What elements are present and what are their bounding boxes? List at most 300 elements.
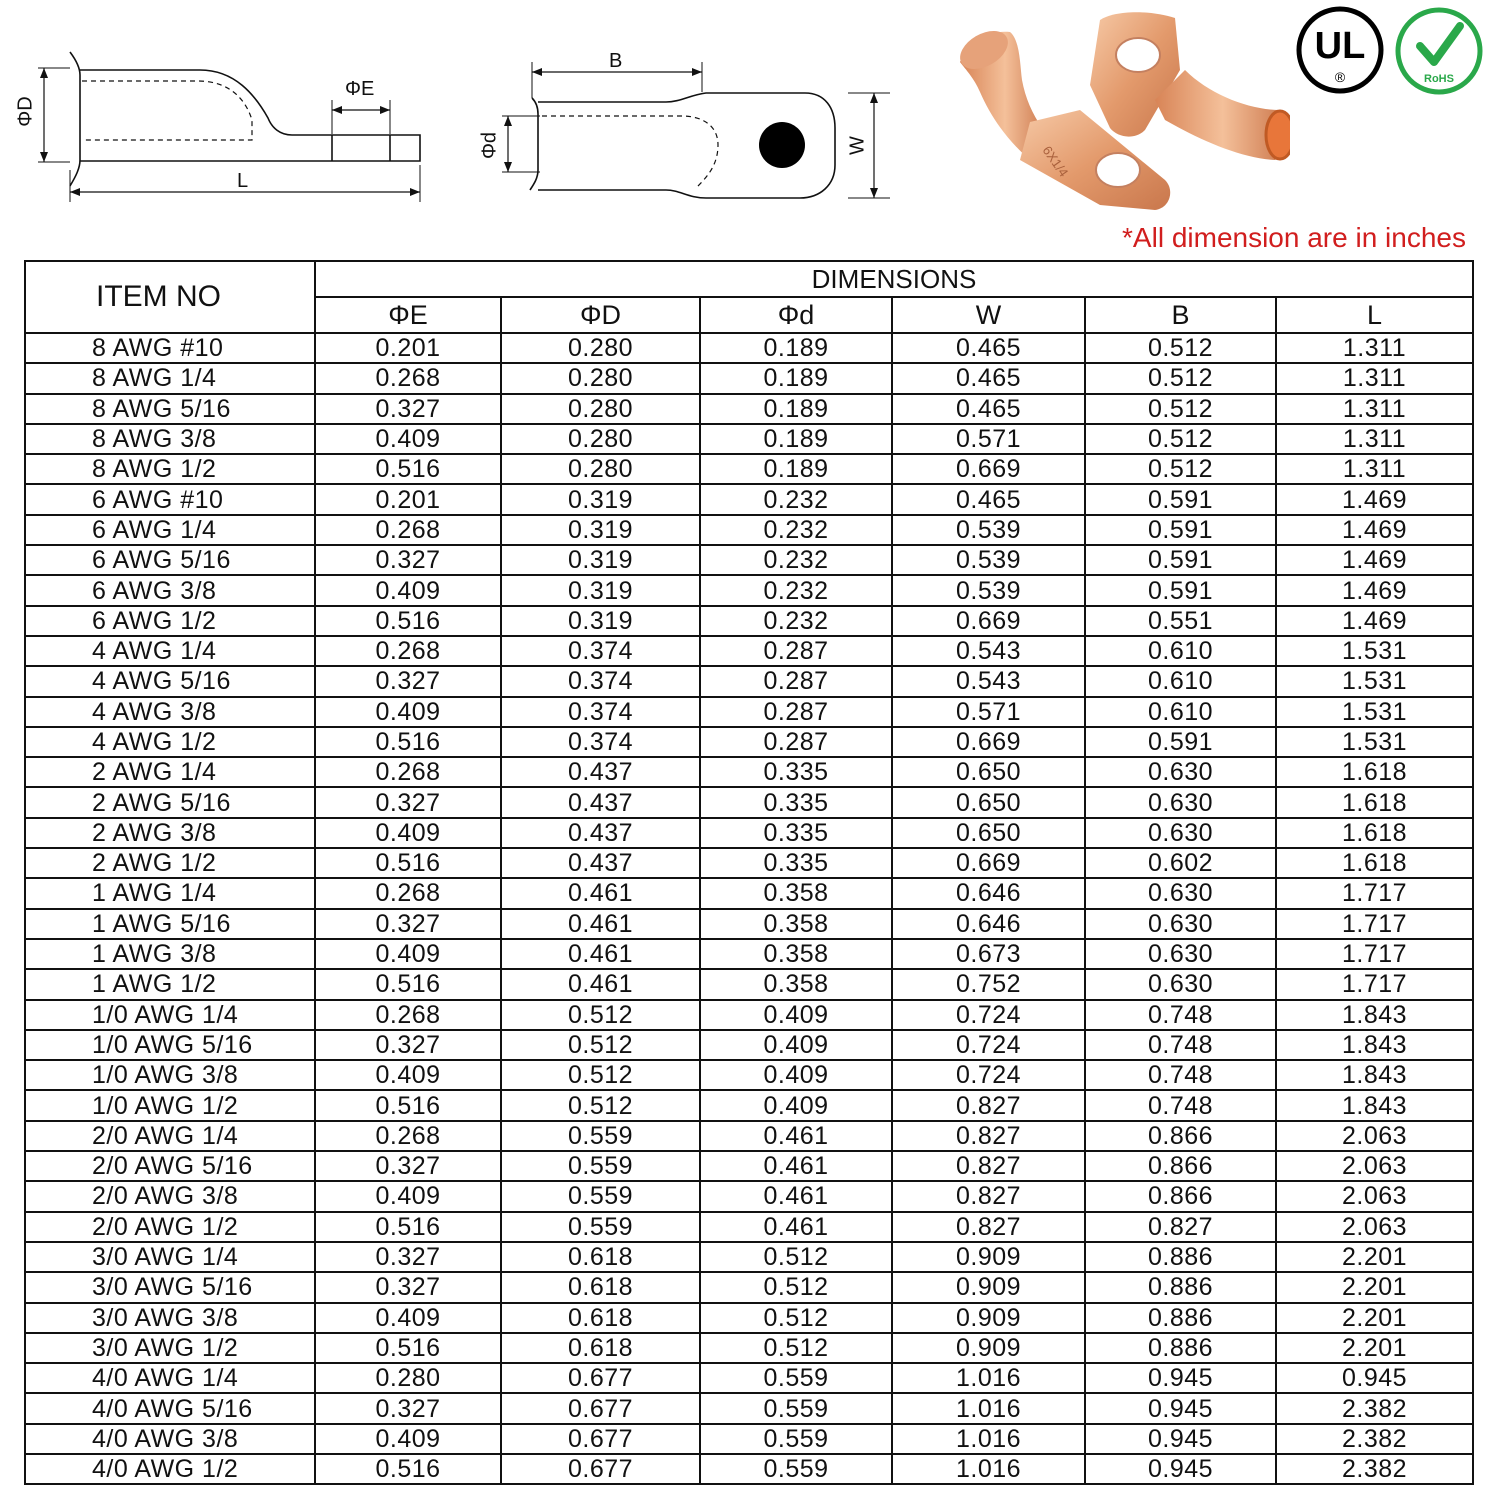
table-row [25,1121,1473,1151]
dimension-cell: 0.945 [1085,1363,1276,1393]
table-row [25,1060,1473,1090]
item-no-cell: 1/0 AWG 1/4 [25,1000,315,1030]
dimension-cell: 1.311 [1276,333,1473,363]
item-no-cell: 6 AWG 1/2 [25,606,315,636]
dimension-cell: 0.516 [315,1333,501,1363]
table-row [25,1393,1473,1423]
table-row [25,515,1473,545]
dimension-cell: 1.311 [1276,424,1473,454]
dimension-cell: 0.516 [315,606,501,636]
dimension-cell: 0.287 [700,727,892,757]
units-note: *All dimension are in inches [1122,222,1466,253]
dimension-cell: 0.465 [892,333,1085,363]
dimension-cell: 0.516 [315,848,501,878]
dimension-cell: 1.843 [1276,1060,1473,1090]
table-row [25,1030,1473,1060]
dimension-cell: 0.752 [892,969,1085,999]
dimension-cell: 0.327 [315,1393,501,1423]
dimension-cell: 1.717 [1276,969,1473,999]
item-no-cell: 3/0 AWG 1/4 [25,1242,315,1272]
table-row [25,394,1473,424]
item-no-cell: 4 AWG 5/16 [25,666,315,696]
dimension-cell: 0.630 [1085,878,1276,908]
dimension-cell: 0.866 [1085,1151,1276,1181]
item-no-cell: 4 AWG 1/4 [25,636,315,666]
dimension-cell: 0.591 [1085,727,1276,757]
dimension-cell: 0.461 [700,1151,892,1181]
dimension-cell: 0.201 [315,333,501,363]
dimension-cell: 0.319 [501,575,700,605]
dimension-cell: 1.311 [1276,394,1473,424]
dimension-cell: 0.516 [315,1454,501,1484]
table-body [25,333,1473,1484]
dimension-cell: 0.724 [892,1060,1085,1090]
dimension-cell: 0.268 [315,1121,501,1151]
dimension-cell: 0.827 [892,1090,1085,1120]
table-row [25,757,1473,787]
dimension-cell: 1.531 [1276,636,1473,666]
item-no-cell: 1 AWG 1/4 [25,878,315,908]
copper-lug-photo [950,10,1290,215]
dimension-cell: 0.409 [700,1090,892,1120]
dimension-cell: 0.461 [501,939,700,969]
item-no-cell: 2 AWG 1/4 [25,757,315,787]
dimension-cell: 0.886 [1085,1333,1276,1363]
dimension-cell: 0.409 [315,818,501,848]
dimension-cell: 0.268 [315,1000,501,1030]
table-row [25,939,1473,969]
item-no-cell: 8 AWG 1/2 [25,454,315,484]
item-no-cell: 8 AWG 5/16 [25,394,315,424]
side-view-label-E: ΦE [345,78,375,100]
dimension-cell: 0.461 [700,1121,892,1151]
dimension-cell: 0.268 [315,363,501,393]
table-row [25,848,1473,878]
item-no-cell: 6 AWG 5/16 [25,545,315,575]
dimension-cell: 0.559 [700,1393,892,1423]
dimension-cell: 1.016 [892,1454,1085,1484]
item-no-cell: 2/0 AWG 1/2 [25,1212,315,1242]
item-no-cell: 1/0 AWG 3/8 [25,1060,315,1090]
dimension-cell: 0.280 [501,394,700,424]
dimension-cell: 0.650 [892,787,1085,817]
dimension-cell: 0.512 [501,1000,700,1030]
table-row [25,1151,1473,1181]
dimension-cell: 0.374 [501,636,700,666]
table-row [25,424,1473,454]
dimension-cell: 0.409 [315,1424,501,1454]
dimension-cell: 0.591 [1085,575,1276,605]
dimension-cell: 0.591 [1085,484,1276,514]
dimension-cell: 2.201 [1276,1272,1473,1302]
dimension-cell: 2.201 [1276,1333,1473,1363]
dimension-cell: 0.437 [501,757,700,787]
dimension-cell: 0.669 [892,727,1085,757]
dimension-cell: 0.591 [1085,545,1276,575]
dimension-cell: 0.287 [700,636,892,666]
dimension-cell: 0.327 [315,545,501,575]
dimension-cell: 0.650 [892,818,1085,848]
dimension-cell: 0.335 [700,818,892,848]
item-no-cell: 2/0 AWG 3/8 [25,1181,315,1211]
dimension-cell: 0.409 [315,1181,501,1211]
table-row [25,1363,1473,1393]
item-no-cell: 2/0 AWG 1/4 [25,1121,315,1151]
dimension-cell: 0.358 [700,939,892,969]
dimension-cell: 0.319 [501,545,700,575]
dimension-cell: 1.717 [1276,939,1473,969]
dimensions-table [24,260,1474,1485]
dimension-cell: 0.335 [700,757,892,787]
table-row [25,1333,1473,1363]
dimension-cell: 0.650 [892,757,1085,787]
dimension-cell: 0.201 [315,484,501,514]
dimension-cell: 0.559 [501,1181,700,1211]
dimension-cell: 0.748 [1085,1060,1276,1090]
dimension-cell: 1.843 [1276,1030,1473,1060]
dimension-cell: 1.016 [892,1424,1085,1454]
item-no-cell: 4 AWG 1/2 [25,727,315,757]
side-view-label-D: ΦD [14,96,37,127]
dimension-cell: 0.724 [892,1000,1085,1030]
dimension-cell: 0.886 [1085,1272,1276,1302]
dimension-cell: 0.945 [1276,1363,1473,1393]
dimension-cell: 0.866 [1085,1121,1276,1151]
table-row [25,636,1473,666]
dimension-cell: 1.016 [892,1393,1085,1423]
item-no-cell: 6 AWG 1/4 [25,515,315,545]
dimension-cell: 0.268 [315,878,501,908]
dimension-cell: 0.827 [892,1121,1085,1151]
dimension-cell: 0.327 [315,787,501,817]
table-row [25,1181,1473,1211]
dimension-cell: 1.531 [1276,727,1473,757]
dimension-cell: 0.461 [700,1212,892,1242]
table-row [25,727,1473,757]
dimension-cell: 0.280 [315,1363,501,1393]
dimension-cell: 1.843 [1276,1000,1473,1030]
dimension-cell: 0.409 [700,1060,892,1090]
table-row [25,606,1473,636]
dimension-cell: 0.232 [700,545,892,575]
dimension-cell: 0.630 [1085,818,1276,848]
side-view-label-L: L [237,170,249,192]
dimension-cell: 0.646 [892,909,1085,939]
dimension-cell: 1.618 [1276,787,1473,817]
dimension-cell: 0.232 [700,484,892,514]
dimension-cell: 0.512 [501,1090,700,1120]
lug-stamp-text: 6X1/4 [1039,143,1072,180]
dimension-cell: 0.409 [315,575,501,605]
dimension-cell: 0.512 [700,1242,892,1272]
item-no-cell: 3/0 AWG 1/2 [25,1333,315,1363]
dimension-cell: 0.268 [315,757,501,787]
dimension-cell: 0.358 [700,878,892,908]
dimension-cell: 0.268 [315,515,501,545]
top-view-drawing [470,50,890,210]
dimension-cell: 0.465 [892,394,1085,424]
dimension-cell: 1.311 [1276,454,1473,484]
dimension-cell: 0.319 [501,484,700,514]
dimension-cell: 0.409 [315,1060,501,1090]
dimension-cell: 0.591 [1085,515,1276,545]
dimension-cell: 0.232 [700,606,892,636]
dimension-cell: 0.630 [1085,909,1276,939]
item-no-cell: 1 AWG 1/2 [25,969,315,999]
dimension-cell: 0.610 [1085,636,1276,666]
dimension-cell: 0.232 [700,515,892,545]
dimension-cell: 0.465 [892,484,1085,514]
dimension-cell: 0.724 [892,1030,1085,1060]
dimension-cell: 0.437 [501,818,700,848]
dimension-cell: 0.610 [1085,697,1276,727]
item-no-cell: 4/0 AWG 1/4 [25,1363,315,1393]
table-row [25,818,1473,848]
dimension-cell: 0.677 [501,1363,700,1393]
dimension-cell: 0.618 [501,1272,700,1302]
table-row [25,697,1473,727]
dimension-cell: 0.618 [501,1303,700,1333]
dimension-cell: 0.909 [892,1303,1085,1333]
dimension-cell: 0.335 [700,787,892,817]
dimension-cell: 0.374 [501,666,700,696]
dimension-cell: 0.516 [315,1212,501,1242]
dimension-cell: 0.437 [501,848,700,878]
dimension-cell: 0.516 [315,454,501,484]
dimension-cell: 0.280 [501,454,700,484]
dimension-cell: 0.543 [892,636,1085,666]
table-row [25,666,1473,696]
dimension-cell: 0.374 [501,727,700,757]
dimension-cell: 0.512 [700,1333,892,1363]
dimension-cell: 0.539 [892,515,1085,545]
item-no-cell: 1 AWG 3/8 [25,939,315,969]
dimension-cell: 0.189 [700,454,892,484]
dimension-cell: 0.559 [700,1363,892,1393]
dimension-cell: 0.909 [892,1333,1085,1363]
dimension-cell: 0.232 [700,575,892,605]
dimension-cell: 0.827 [892,1212,1085,1242]
dimension-cell: 0.280 [501,333,700,363]
dimension-cell: 2.382 [1276,1393,1473,1423]
dimension-cell: 0.909 [892,1272,1085,1302]
table-row [25,1000,1473,1030]
dimension-cell: 0.327 [315,1151,501,1181]
table-row [25,484,1473,514]
table-row [25,1090,1473,1120]
dimension-cell: 2.063 [1276,1212,1473,1242]
dimension-cell: 0.559 [700,1424,892,1454]
dimension-cell: 0.409 [700,1000,892,1030]
dimension-cell: 0.677 [501,1424,700,1454]
dimension-cell: 0.512 [700,1272,892,1302]
item-no-cell: 8 AWG 1/4 [25,363,315,393]
dimension-cell: 0.945 [1085,1454,1276,1484]
item-no-cell: 1/0 AWG 5/16 [25,1030,315,1060]
dimension-cell: 0.618 [501,1242,700,1272]
column-header: ΦD [501,297,700,333]
dimension-cell: 0.512 [1085,454,1276,484]
dimension-cell: 1.618 [1276,818,1473,848]
column-header: W [892,297,1085,333]
dimension-cell: 0.886 [1085,1242,1276,1272]
dimension-cell: 0.677 [501,1393,700,1423]
dimension-cell: 0.189 [700,424,892,454]
dimension-cell: 0.287 [700,666,892,696]
dimension-cell: 0.748 [1085,1090,1276,1120]
dimension-cell: 0.268 [315,636,501,666]
dimension-cell: 2.063 [1276,1151,1473,1181]
dimension-cell: 0.327 [315,1272,501,1302]
svg-text:®: ® [1334,69,1346,85]
dimension-cell: 1.016 [892,1363,1085,1393]
table-row [25,969,1473,999]
item-no-cell: 4 AWG 3/8 [25,697,315,727]
item-no-header: ITEM NO [25,261,315,333]
dimension-cell: 0.516 [315,1090,501,1120]
dimension-cell: 0.461 [501,969,700,999]
dimension-cell: 0.512 [1085,424,1276,454]
dimension-cell: 0.945 [1085,1424,1276,1454]
dimension-cell: 0.602 [1085,848,1276,878]
dimension-cell: 0.327 [315,394,501,424]
table-row [25,1424,1473,1454]
table-row [25,1272,1473,1302]
item-no-cell: 8 AWG #10 [25,333,315,363]
dimension-cell: 0.319 [501,606,700,636]
top-view-label-W: W [846,136,869,155]
dimension-cell: 0.748 [1085,1000,1276,1030]
dimension-cell: 0.358 [700,969,892,999]
dimension-cell: 0.327 [315,1242,501,1272]
item-no-cell: 4/0 AWG 3/8 [25,1424,315,1454]
dimension-cell: 0.543 [892,666,1085,696]
dimension-cell: 0.559 [501,1151,700,1181]
table-row [25,363,1473,393]
dimension-cell: 0.646 [892,878,1085,908]
dimension-cell: 0.358 [700,909,892,939]
table-row [25,1242,1473,1272]
table-row [25,454,1473,484]
dimension-cell: 0.461 [501,878,700,908]
dimension-cell: 0.945 [1085,1393,1276,1423]
dimension-cell: 0.409 [700,1030,892,1060]
dimension-cell: 0.189 [700,333,892,363]
dimension-cell: 0.827 [892,1181,1085,1211]
dimension-cell: 0.551 [1085,606,1276,636]
dimension-cell: 0.571 [892,424,1085,454]
table-row [25,878,1473,908]
dimension-cell: 0.512 [501,1060,700,1090]
item-no-cell: 2 AWG 1/2 [25,848,315,878]
dimension-cell: 1.469 [1276,606,1473,636]
ul-text: UL [1314,25,1366,67]
dimension-cell: 1.717 [1276,878,1473,908]
dimension-cell: 0.409 [315,697,501,727]
dimension-cell: 0.559 [700,1454,892,1484]
dimension-cell: 1.717 [1276,909,1473,939]
ul-certification-icon [1296,6,1384,94]
dimension-cell: 0.287 [700,697,892,727]
dimension-cell: 0.827 [892,1151,1085,1181]
dimension-cell: 1.531 [1276,697,1473,727]
dimension-cell: 0.189 [700,363,892,393]
dimension-cell: 0.327 [315,1030,501,1060]
dimension-cell: 0.630 [1085,787,1276,817]
dimension-cell: 0.465 [892,363,1085,393]
dimension-cell: 0.539 [892,575,1085,605]
table-row [25,1212,1473,1242]
dimension-cell: 2.063 [1276,1121,1473,1151]
table-row [25,333,1473,363]
dimension-cell: 0.630 [1085,939,1276,969]
dimension-cell: 0.280 [501,363,700,393]
dimension-cell: 0.677 [501,1454,700,1484]
table-row [25,1303,1473,1333]
item-no-cell: 2 AWG 5/16 [25,787,315,817]
item-no-cell: 3/0 AWG 5/16 [25,1272,315,1302]
top-view-label-B: B [609,50,623,72]
dimension-cell: 2.201 [1276,1242,1473,1272]
dimension-cell: 0.669 [892,848,1085,878]
dimension-cell: 0.327 [315,666,501,696]
item-no-cell: 3/0 AWG 3/8 [25,1303,315,1333]
rohs-text: RoHS [1424,73,1454,85]
dimension-cell: 1.469 [1276,515,1473,545]
dimension-cell: 1.469 [1276,575,1473,605]
dimension-cell: 0.559 [501,1212,700,1242]
table-row [25,1454,1473,1484]
column-header: B [1085,297,1276,333]
dimension-cell: 0.866 [1085,1181,1276,1211]
dimension-cell: 0.409 [315,424,501,454]
dimension-cell: 0.516 [315,727,501,757]
dimension-cell: 1.618 [1276,757,1473,787]
dimension-cell: 2.201 [1276,1303,1473,1333]
dimension-cell: 0.189 [700,394,892,424]
dimension-cell: 0.512 [1085,333,1276,363]
dimension-cell: 0.512 [1085,394,1276,424]
dimension-cell: 0.280 [501,424,700,454]
dimension-cell: 0.539 [892,545,1085,575]
dimension-cell: 0.319 [501,515,700,545]
dimension-cell: 0.571 [892,697,1085,727]
dimension-cell: 0.610 [1085,666,1276,696]
table-row [25,787,1473,817]
dimension-cell: 0.559 [501,1121,700,1151]
item-no-cell: 4/0 AWG 5/16 [25,1393,315,1423]
dimension-cell: 0.516 [315,969,501,999]
dimension-cell: 1.618 [1276,848,1473,878]
dimension-cell: 1.531 [1276,666,1473,696]
column-header: ΦE [315,297,501,333]
dimension-cell: 0.327 [315,909,501,939]
item-no-cell: 6 AWG #10 [25,484,315,514]
dimension-cell: 2.382 [1276,1424,1473,1454]
dimensions-header: DIMENSIONS [315,261,1473,297]
dimension-cell: 0.630 [1085,757,1276,787]
dimension-cell: 0.669 [892,454,1085,484]
dimension-cell: 0.618 [501,1333,700,1363]
dimension-cell: 0.630 [1085,969,1276,999]
dimension-cell: 0.409 [315,939,501,969]
dimension-cell: 0.909 [892,1242,1085,1272]
dimension-cell: 0.374 [501,697,700,727]
dimension-cell: 1.469 [1276,484,1473,514]
dimension-cell: 0.335 [700,848,892,878]
dimension-cell: 0.669 [892,606,1085,636]
dimension-cell: 0.409 [315,1303,501,1333]
